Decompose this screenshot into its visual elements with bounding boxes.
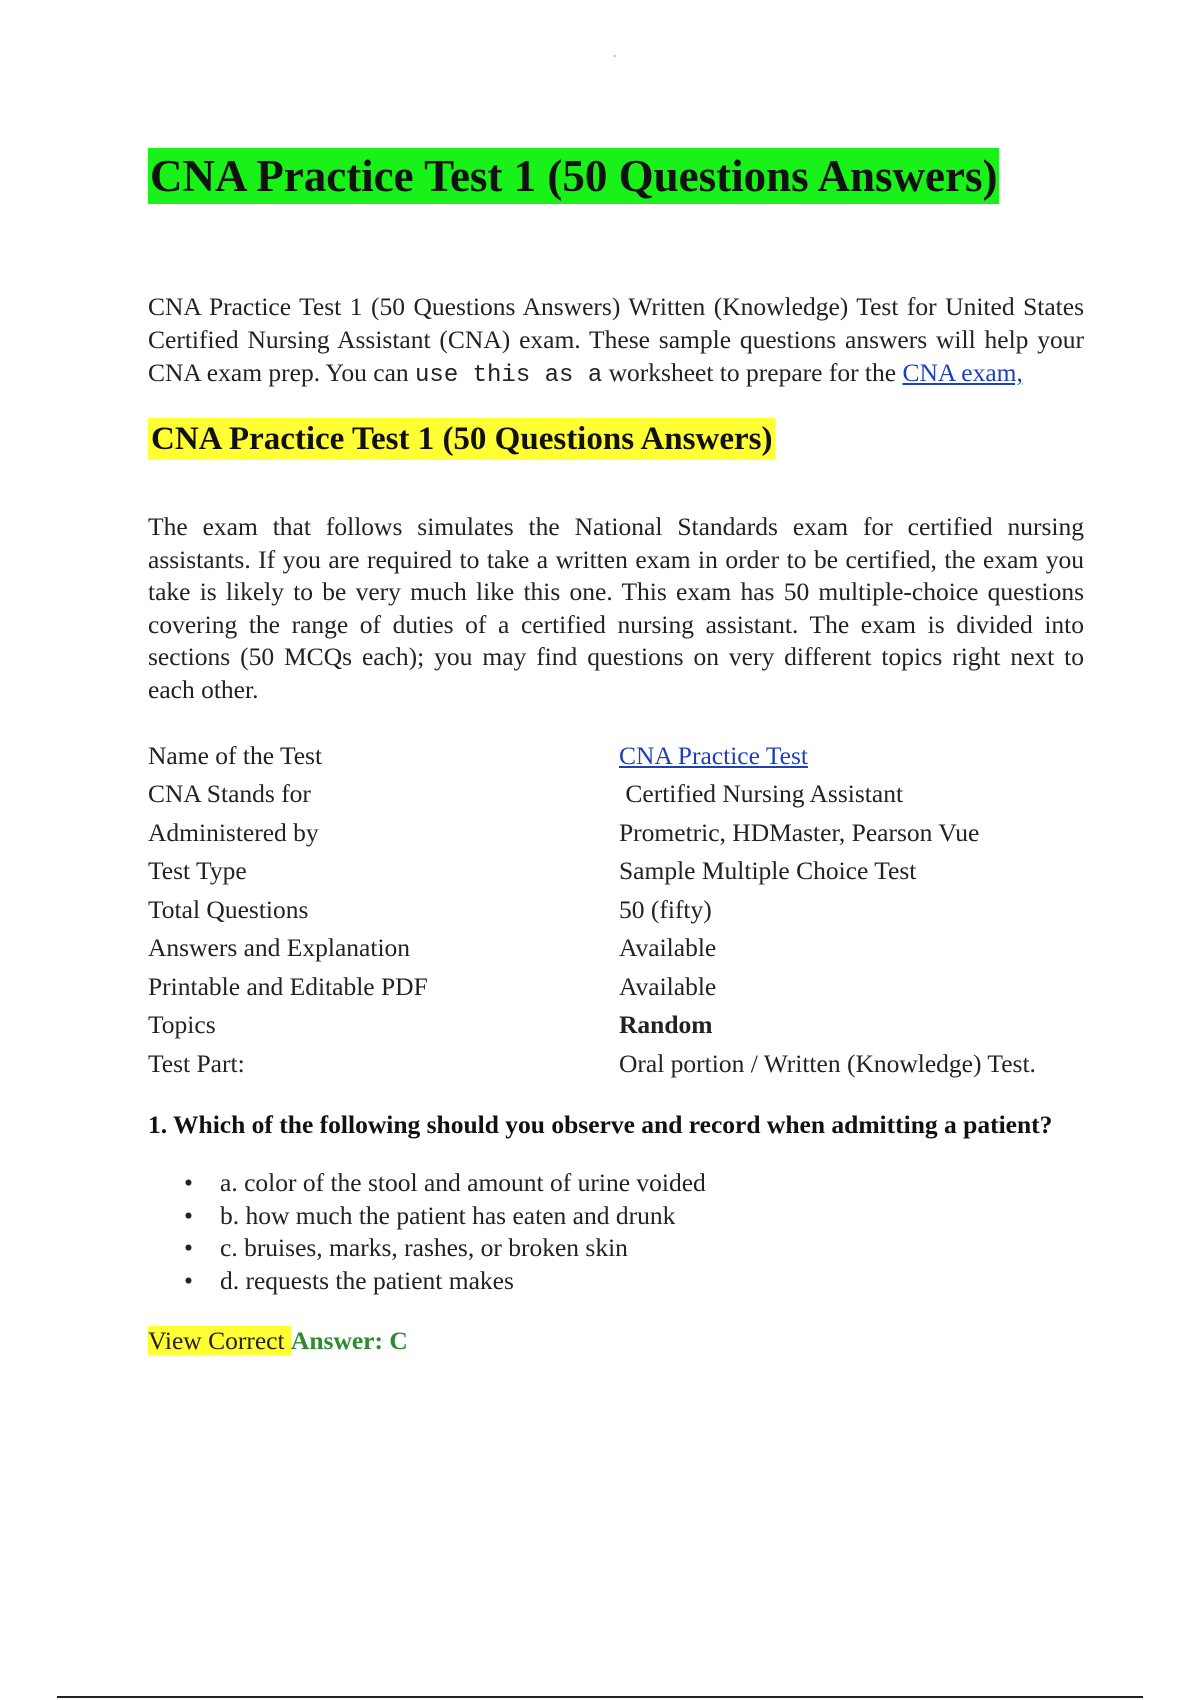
- option-text: d. requests the patient makes: [220, 1265, 514, 1295]
- scan-artifact-dot: [614, 55, 616, 57]
- page-title: CNA Practice Test 1 (50 Questions Answers): [148, 148, 999, 204]
- description-paragraph: The exam that follows simulates the National Standards exam for certified nursing assistants. If you are required to take a written exam in order to be certified, the exam you take is likely to be very much like this one. This exam has 50 multiple-choice questions covering the range of duties of a certified nursing assistant. The exam is divided into sections (50 MCQs each); you may find questions on very different topics right next to each other.: [148, 512, 1084, 704]
- info-value: Available: [619, 933, 717, 963]
- list-item: [184, 1167, 1084, 1200]
- table-row: [148, 890, 1084, 929]
- info-value: Prometric, HDMaster, Pearson Vue: [619, 817, 980, 847]
- info-value: Oral portion / Written (Knowledge) Test.: [619, 1048, 1036, 1078]
- table-row: [148, 775, 1084, 814]
- table-row: [148, 1044, 1084, 1083]
- test-info-table: [148, 736, 1084, 1083]
- info-key: Total Questions: [148, 894, 309, 924]
- intro-text-end: worksheet to prepare for the: [602, 358, 903, 387]
- bullet-icon: •: [184, 1265, 193, 1295]
- view-correct-answer-button[interactable]: View Correct: [148, 1326, 291, 1356]
- bullet-icon: •: [184, 1168, 193, 1198]
- info-value: Random: [619, 1010, 713, 1040]
- info-key: Name of the Test: [148, 740, 323, 770]
- option-text: a. color of the stool and amount of urine voided: [220, 1168, 706, 1198]
- info-key: Test Part:: [148, 1048, 245, 1078]
- intro-paragraph: [148, 290, 1084, 392]
- section-heading: CNA Practice Test 1 (50 Questions Answers): [148, 418, 775, 460]
- info-value: 50 (fifty): [619, 894, 712, 924]
- footer-divider: [57, 1696, 1143, 1698]
- info-value: Certified Nursing Assistant: [619, 779, 904, 809]
- answer-line: [148, 1324, 1084, 1358]
- table-row: [148, 1006, 1084, 1045]
- cna-exam-link[interactable]: CNA exam,: [902, 358, 1023, 387]
- bullet-icon: •: [184, 1233, 193, 1263]
- info-key: Test Type: [148, 856, 247, 886]
- intro-text-start: CNA Practice Test 1 (50 Questions Answers) Written (Knowledge) Test for United States Certified Nursing Assistant (CNA) exam. These sample questions answers will help your CNA exam prep. You can: [148, 292, 1084, 387]
- answer-options-list: [148, 1167, 1084, 1297]
- info-value-cell: [619, 736, 1084, 775]
- table-row: [148, 967, 1084, 1006]
- table-row: [148, 852, 1084, 891]
- option-text: c. bruises, marks, rashes, or broken skin: [220, 1233, 628, 1263]
- info-key: Administered by: [148, 817, 319, 847]
- intro-mono-text: use this as a: [415, 362, 603, 389]
- list-item: [184, 1265, 1084, 1298]
- bullet-icon: •: [184, 1200, 193, 1230]
- cna-practice-test-link[interactable]: CNA Practice Test: [619, 740, 808, 770]
- info-key: Topics: [148, 1010, 216, 1040]
- info-key: Printable and Editable PDF: [148, 971, 428, 1001]
- table-row: [148, 736, 1084, 775]
- question-text: 1. Which of the following should you observe and record when admitting a patient?: [148, 1109, 1053, 1139]
- info-key: CNA Stands for: [148, 779, 311, 809]
- list-item: [184, 1232, 1084, 1265]
- info-value: Available: [619, 971, 717, 1001]
- list-item: [184, 1200, 1084, 1233]
- table-row: [148, 813, 1084, 852]
- correct-answer: Answer: C: [290, 1326, 408, 1356]
- option-text: b. how much the patient has eaten and drunk: [220, 1200, 676, 1230]
- document-content: [148, 148, 1084, 1358]
- info-key: Answers and Explanation: [148, 933, 411, 963]
- table-row: [148, 929, 1084, 968]
- info-value: Sample Multiple Choice Test: [619, 856, 917, 886]
